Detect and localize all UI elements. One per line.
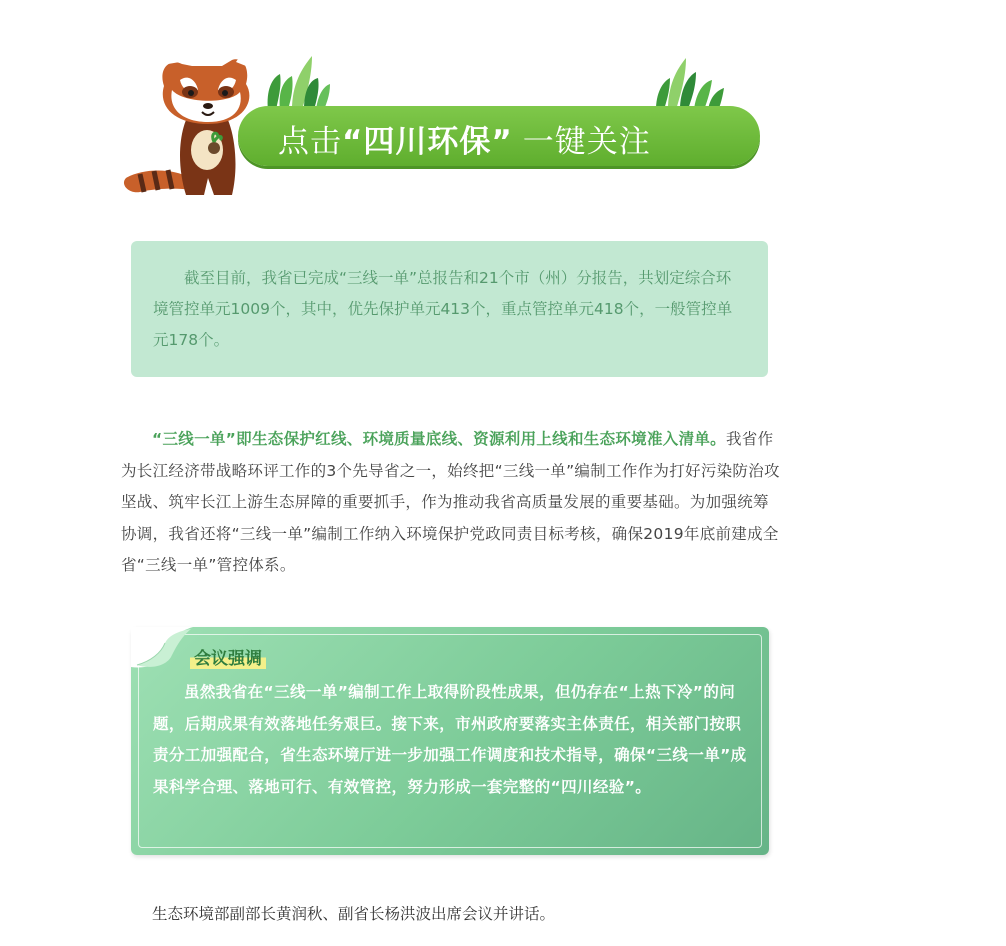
red-panda-mascot-icon — [118, 50, 268, 200]
meeting-title: 会议强调 — [190, 644, 266, 669]
meeting-text: 虽然我省在“三线一单”编制工作上取得阶段性成果，但仍存在“上热下冷”的问题，后期成果有效落地任务艰巨。接下来，市州政府要落实主体责任，相关部门按职责分工加强配合，省生态环境厅进一步加强工作调度和技术指导，确保“三线一单”成果科学合理、落地可行、有效管控，努力形成一套完整的“四川经验”。 — [153, 683, 747, 796]
body-text: 我省作为长江经济带战略环评工作的3个先导省之一，始终把“三线一单”编制工作作为打好污染防治攻坚战、筑牢长江上游生态屏障的重要抓手，作为推动我省高质量发展的重要基础。为加强统筹协调，我省还将“三线一单”编制工作纳入环境保护党政同责目标考核，确保2019年底前建成全省“三线一单”管控体系。 — [121, 430, 780, 574]
plant-left-icon — [258, 50, 348, 110]
follow-banner[interactable] — [118, 50, 768, 200]
body-paragraph — [121, 424, 781, 582]
banner-title[interactable] — [278, 116, 651, 161]
page-curl-icon — [131, 627, 193, 669]
summary-box — [131, 241, 768, 377]
body-highlight: “三线一单”即生态保护红线、环境质量底线、资源利用上线和生态环境准入清单。 — [152, 430, 726, 448]
summary-text: 截至目前，我省已完成“三线一单”总报告和21个市（州）分报告，共划定综合环境管控单元1009个，其中，优先保护单元413个，重点管控单元418个，一般管控单元178个。 — [153, 269, 733, 349]
photo-caption: 生态环境部副部长黄润秋、副省长杨洪波出席会议并讲话。 — [152, 905, 556, 923]
plant-right-icon — [648, 50, 743, 110]
banner-prefix: 点击 — [278, 124, 342, 160]
meeting-box — [131, 627, 769, 855]
banner-suffix: 一键关注 — [522, 124, 651, 160]
banner-account-name: “四川环保” — [342, 124, 513, 160]
